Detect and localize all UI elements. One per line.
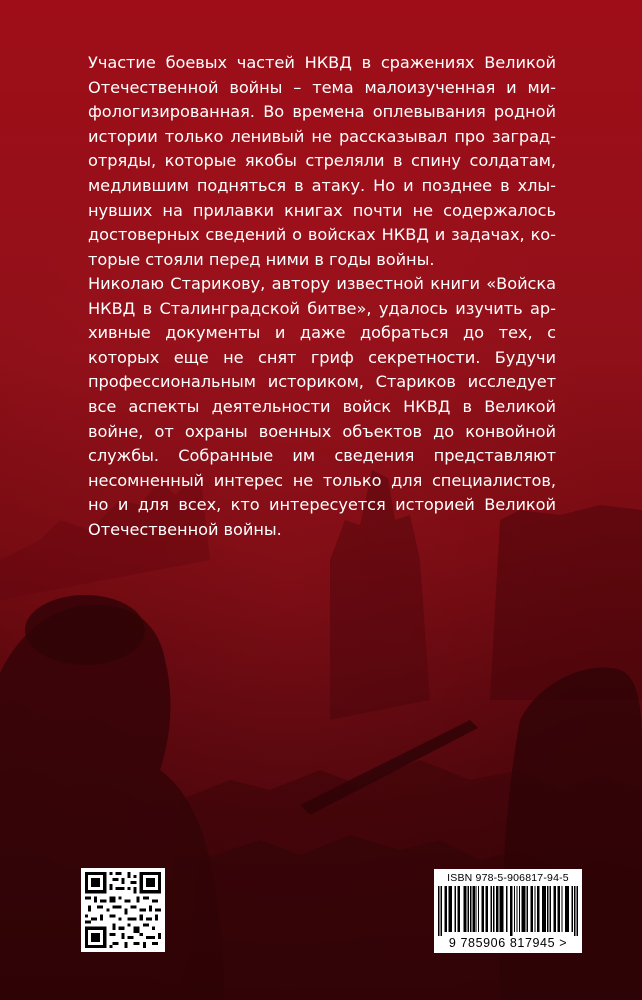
- isbn-barcode: [434, 869, 582, 953]
- isbn-label: ISBN 978-5-906817-94-5: [447, 872, 569, 884]
- qr-code: [81, 868, 165, 952]
- description-paragraph-2: Николаю Старикову, автору известной книги «Войска НКВД в Сталинградской битве», удалось изучить архивные документы и даже добраться до тех, с которых еще не снят гриф секретности. Будучи профессиональным историком, Стариков исследует все аспекты деятельности войск НКВД в Великой войне, от охраны военных объектов до конвойной службы. Собранные им сведения представляют несомненный интерес не только для специалистов, но и для всех, кто интересуется историей Великой Отечественной войны.: [88, 274, 556, 539]
- barcode-bars: [438, 886, 578, 936]
- barcode-digits: 9 785906 817945 >: [448, 936, 568, 950]
- description-paragraph-1: Участие боевых частей НКВД в сражениях Великой Отечественной войны – тема малоизученная и мифологизированная. Во времена оплевывания родной истории только ленивый не рассказывал про заградотряды, которые якобы стреляли в спину солдатам, медлившим подняться в атаку. Но и позднее в хлынувших на прилавки книгах почти не содержалось достоверных сведений о войсках НКВД и задачах, которые стояли перед ними в годы войны.: [88, 53, 556, 269]
